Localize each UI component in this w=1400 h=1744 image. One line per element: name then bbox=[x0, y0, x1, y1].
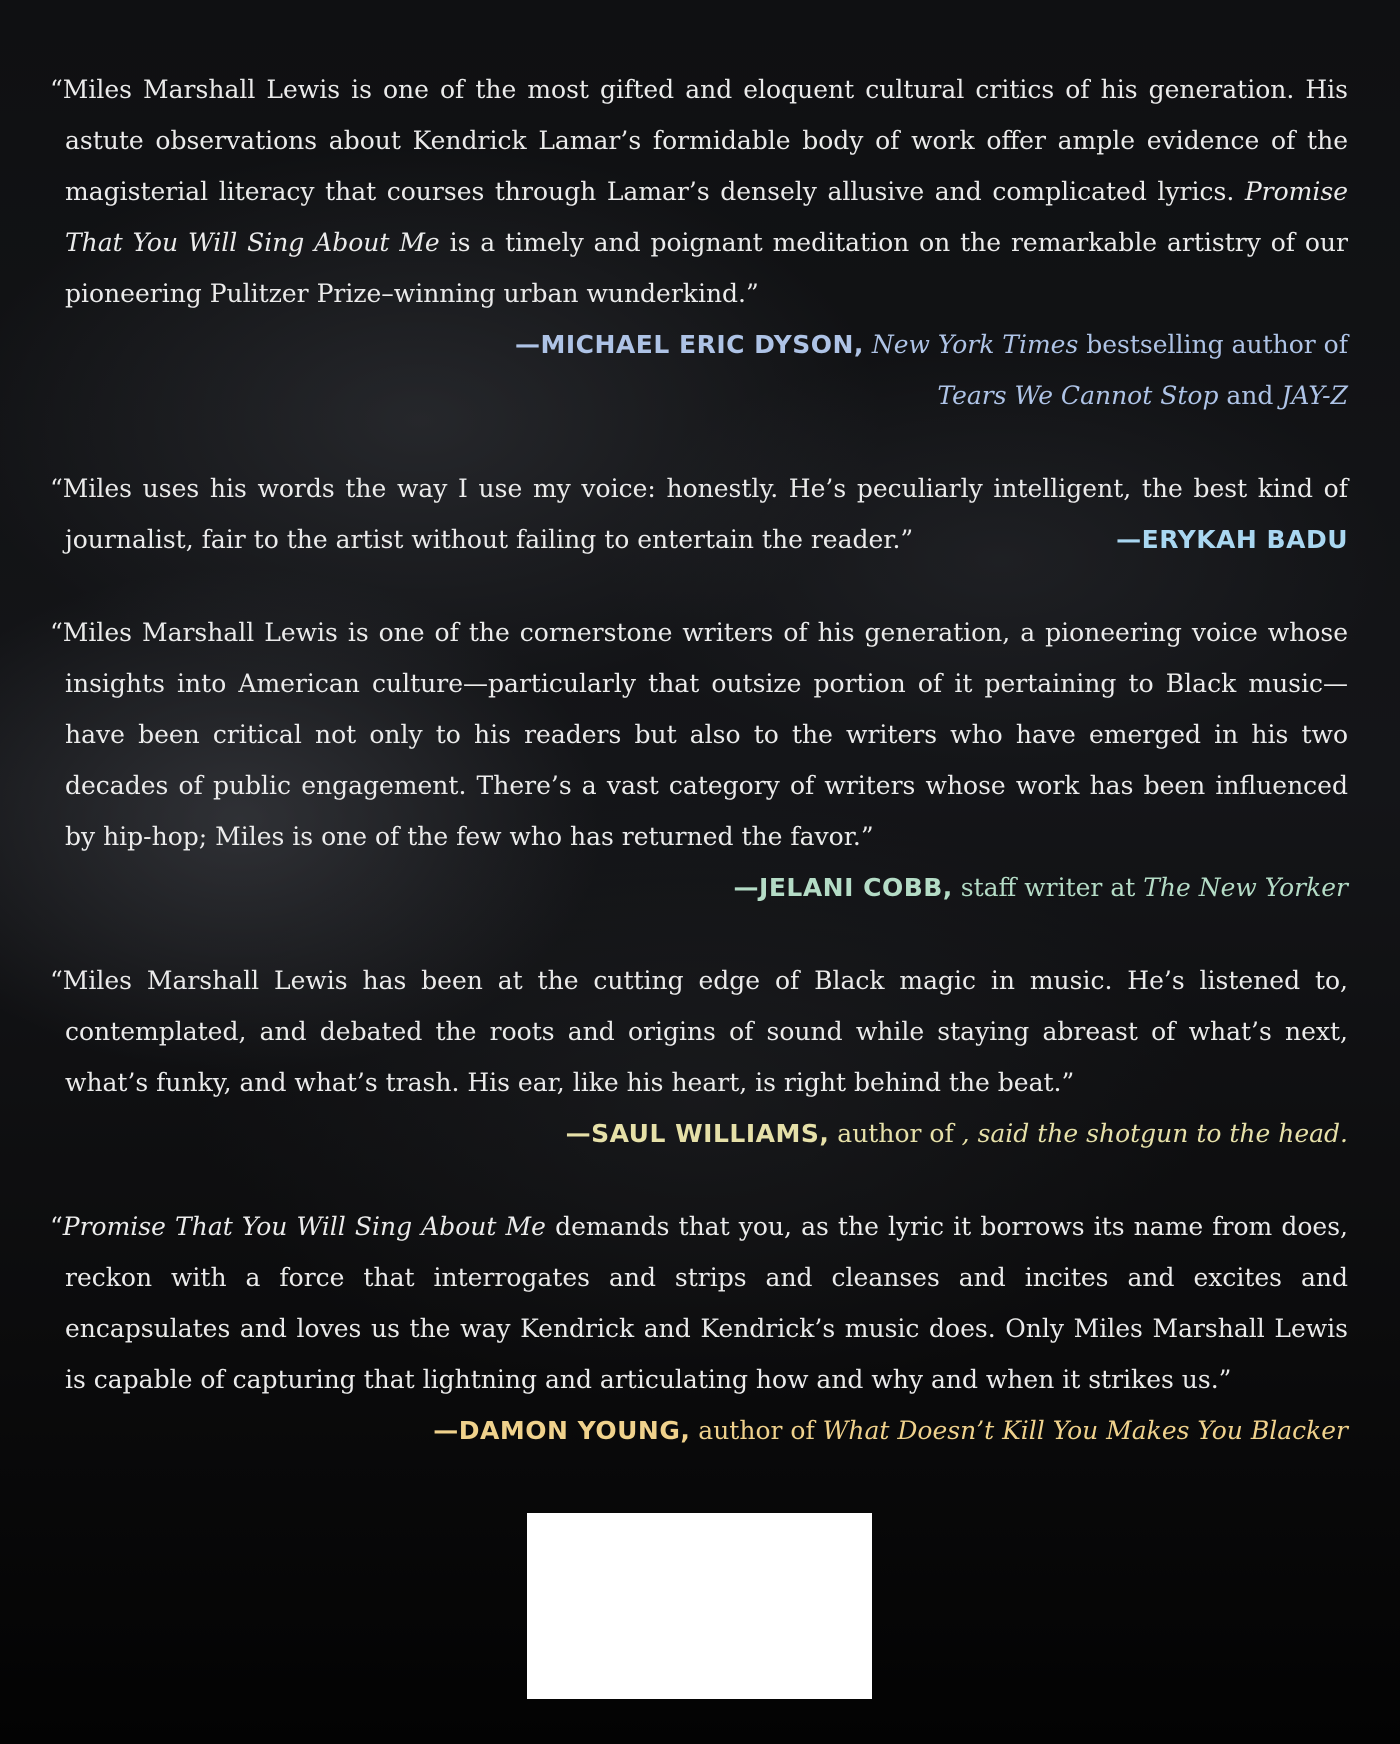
attribution-publication: New York Times bbox=[871, 330, 1079, 359]
quote-text: “Miles Marshall Lewis is one of the cornerstone writers of his generation, a pioneering voice whose insights into American culture—particularly that outsize portion of it pertaining to Black music—have been critical not only to his readers but also to the writers who have emerged in his two decades of public engagement. There’s a vast category of writers whose work has been influenced by hip-hop; Miles is one of the few who has returned the favor.” bbox=[50, 618, 1348, 851]
blurb-badu bbox=[50, 463, 1348, 565]
attribution-name: —JELANI COBB, bbox=[733, 873, 953, 902]
blurb-attribution bbox=[50, 319, 1348, 421]
quote-text: “Miles uses his words the way I use my voice: honestly. He’s peculiarly intelligent, the best kind of journalist, fair to the artist without failing to entertain the reader.” bbox=[50, 474, 1348, 554]
blurb-young bbox=[50, 1201, 1348, 1456]
attribution-book-title: , said the shotgun to the head. bbox=[961, 1119, 1348, 1148]
quote-text: is a timely and poignant meditation on the remarkable artistry of our pioneering Pulitzer Prize–winning urban wunderkind.” bbox=[65, 228, 1348, 308]
attribution-book-title: What Doesn’t Kill You Makes You Blacker bbox=[822, 1416, 1348, 1445]
attribution-name: —DAMON YOUNG, bbox=[433, 1416, 691, 1445]
blurb-quote bbox=[50, 463, 1348, 565]
attribution-desc bbox=[829, 1119, 1348, 1148]
quote-book-title: Promise That You Will Sing About Me bbox=[65, 177, 1348, 257]
attribution-text: staff writer at bbox=[952, 873, 1144, 902]
attribution-book-title: JAY-Z bbox=[1281, 381, 1348, 410]
attribution-text: and bbox=[1218, 381, 1282, 410]
quote-text: “ bbox=[50, 1212, 63, 1241]
attribution-name: —MICHAEL ERIC DYSON, bbox=[514, 330, 864, 359]
blurb-quote bbox=[50, 955, 1348, 1108]
quote-text: “Miles Marshall Lewis is one of the most gifted and eloquent cultural critics of his generation. His astute observations about Kendrick Lamar’s formidable body of work offer ample evidence of the magisterial literacy that courses through Lamar’s densely allusive and complicated lyrics. bbox=[50, 75, 1348, 206]
blurb-quote bbox=[50, 607, 1348, 862]
attribution-text: author of bbox=[690, 1416, 823, 1445]
attribution-desc bbox=[690, 1416, 1348, 1445]
blurb-attribution bbox=[50, 1108, 1348, 1159]
blurb-williams bbox=[50, 955, 1348, 1159]
blurb-attribution bbox=[50, 1405, 1348, 1456]
attribution-text: author of bbox=[829, 1119, 962, 1148]
attribution-publication: The New Yorker bbox=[1143, 873, 1348, 902]
blurb-quote bbox=[50, 1201, 1348, 1405]
blurbs-column bbox=[50, 64, 1348, 1498]
attribution-name: —ERYKAH BADU bbox=[1116, 525, 1348, 554]
blurb-quote bbox=[50, 64, 1348, 319]
quote-text: demands that you, as the lyric it borrows its name from does, reckon with a force that interrogates and strips and cleanses and incites and excites and encapsulates and loves us the way Kendrick and Kendrick’s music does. Only Miles Marshall Lewis is capable of capturing that lightning and articulating how and why and when it strikes us.” bbox=[65, 1212, 1348, 1394]
blurb-cobb bbox=[50, 607, 1348, 913]
blurb-attribution bbox=[50, 862, 1348, 913]
blurb-dyson bbox=[50, 64, 1348, 421]
attribution-book-title: Tears We Cannot Stop bbox=[937, 381, 1219, 410]
quote-text: “Miles Marshall Lewis has been at the cutting edge of Black magic in music. He’s listened to, contemplated, and debated the roots and origins of sound while staying abreast of what’s next, what’s funky, and what’s trash. His ear, like his heart, is right behind the beat.” bbox=[50, 966, 1348, 1097]
attribution-desc bbox=[872, 330, 1348, 410]
attribution-desc bbox=[953, 873, 1348, 902]
attribution-name: —SAUL WILLIAMS, bbox=[565, 1119, 830, 1148]
barcode-placeholder bbox=[527, 1513, 872, 1699]
attribution-text: bestselling author of bbox=[1078, 330, 1348, 359]
quote-book-title: Promise That You Will Sing About Me bbox=[62, 1212, 546, 1241]
